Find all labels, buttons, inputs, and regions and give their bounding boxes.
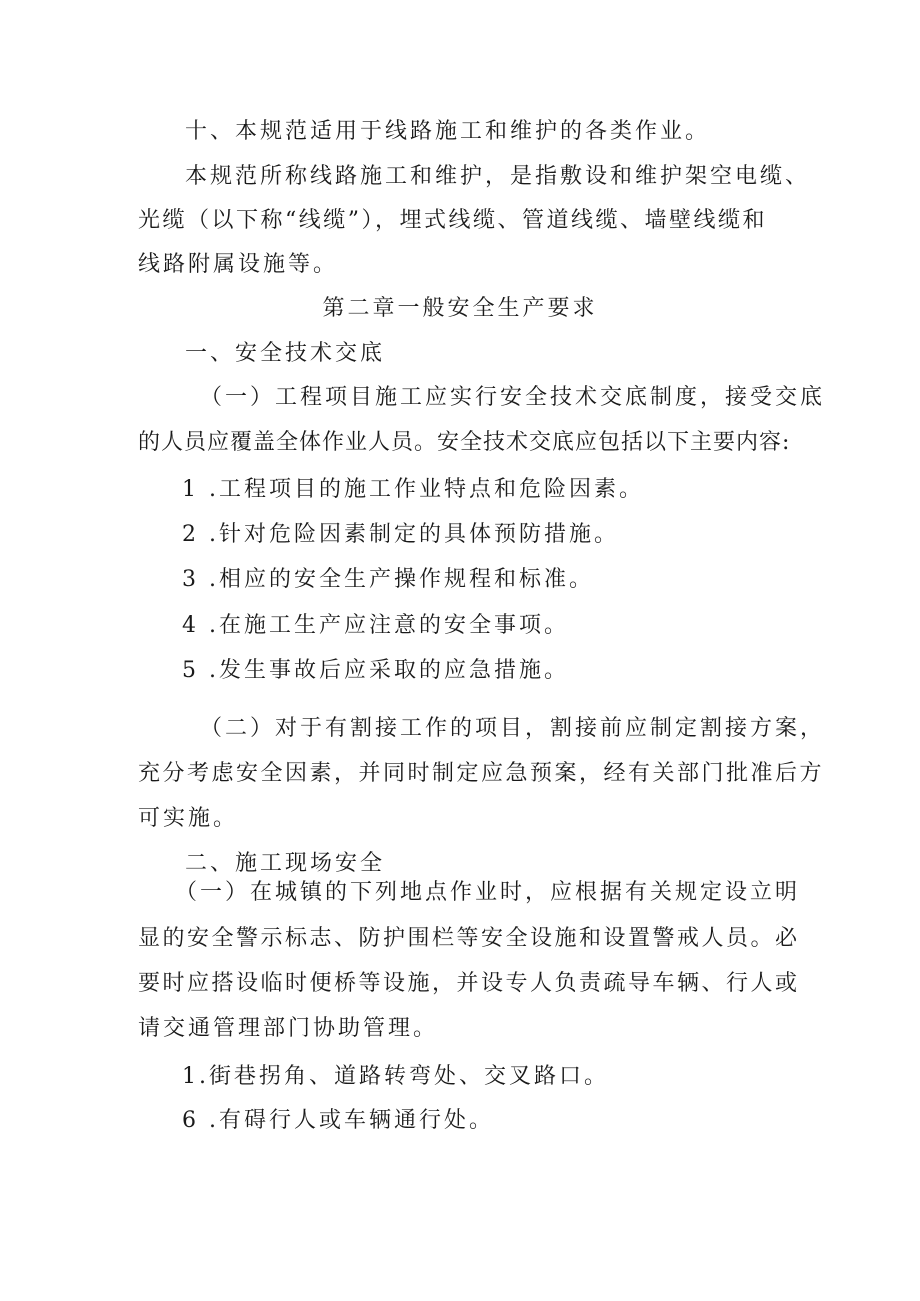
section-two-heading: 二、施工现场安全: [185, 851, 386, 876]
section-one-b-line-2: 充分考虑安全因素，并同时制定应急预案，经有关部门批准后方: [138, 761, 825, 786]
location-item-6: 6 .有碍行人或车辆通行处。: [182, 1108, 494, 1133]
section-one-a-line-1: （一）工程项目施工应实行安全技术交底制度，接受交底: [200, 385, 826, 410]
section-two-a-line-3: 要时应搭设临时便桥等设施，并设专人负责疏导车辆、行人或: [138, 971, 800, 996]
section-two-a-line-2: 显的安全警示标志、防护围栏等安全设施和设置警戒人员。必: [138, 926, 800, 951]
list-item-4: 4 .在施工生产应注意的安全事项。: [182, 613, 569, 638]
list-item-5: 5 .发生事故后应采取的应急措施。: [182, 658, 569, 683]
section-one-b-line-1: （二）对于有割接工作的项目，割接前应制定割接方案，: [200, 716, 826, 741]
section-one-a-line-2: 的人员应覆盖全体作业人员。安全技术交底应包括以下主要内容:: [138, 430, 791, 455]
section-two-a-line-4: 请交通管理部门协助管理。: [138, 1016, 439, 1041]
list-item-1: 1 .工程项目的施工作业特点和危险因素。: [182, 477, 644, 502]
definition-line-3: 线路附属设施等。: [138, 252, 339, 277]
definition-line-2: 光缆（以下称“线缆”），埋式线缆、管道线缆、墙壁线缆和: [138, 208, 767, 233]
chapter-title: 第二章一般安全生产要求: [322, 296, 598, 321]
section-two-a-line-1: （一）在城镇的下列地点作业时，应根据有关规定设立明: [175, 880, 801, 905]
location-item-1: 1.街巷拐角、道路转弯处、交叉路口。: [182, 1064, 609, 1089]
clause-ten: 十、本规范适用于线路施工和维护的各类作业。: [185, 119, 711, 144]
section-one-b-line-3: 可实施。: [138, 806, 239, 831]
definition-line-1: 本规范所称线路施工和维护，是指敷设和维护架空电缆、: [185, 164, 811, 189]
list-item-2: 2 .针对危险因素制定的具体预防措施。: [182, 522, 619, 547]
list-item-3: 3 .相应的安全生产操作规程和标准。: [182, 567, 594, 592]
section-one-heading: 一、安全技术交底: [185, 341, 386, 366]
